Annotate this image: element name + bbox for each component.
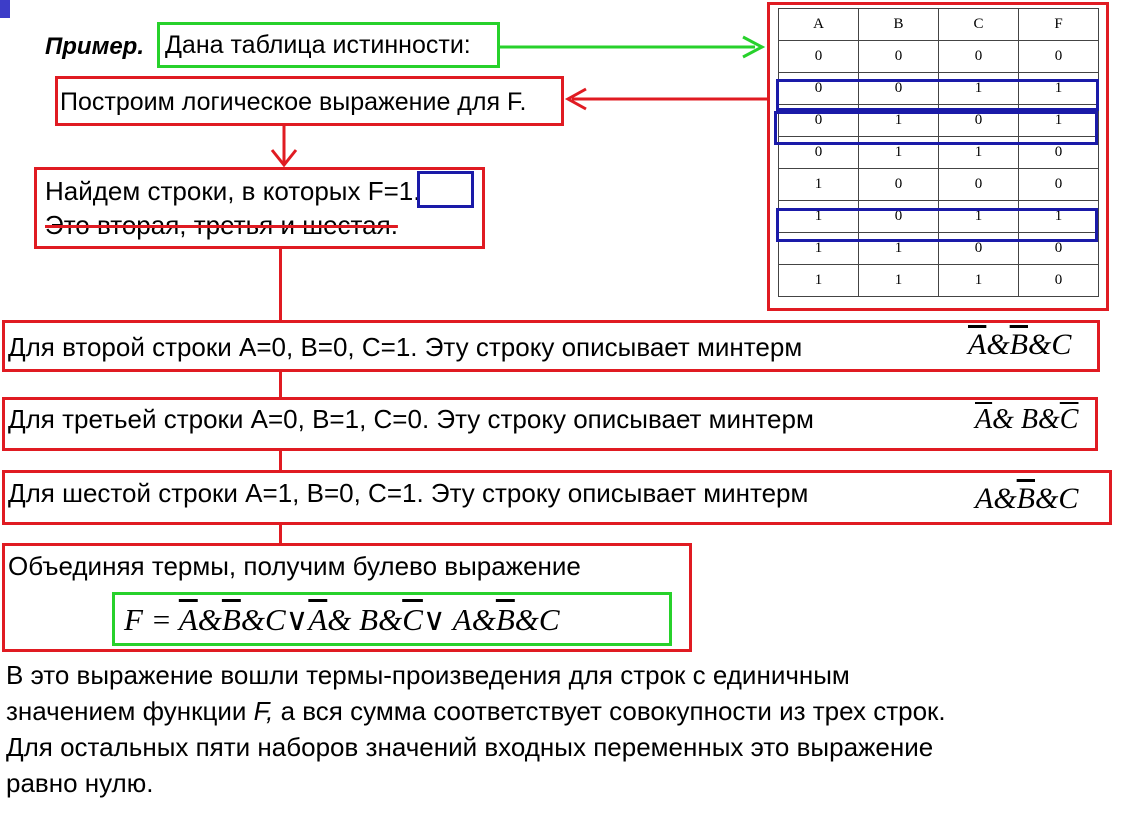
table-cell: 0 <box>1019 137 1099 169</box>
conclusion-line-1: В это выражение вошли термы-произведения для строк с единичным <box>6 660 850 690</box>
find-second-line: Это вторая, третья и шестая. <box>45 210 398 240</box>
connector-2 <box>279 371 282 398</box>
given-text: Дана таблица истинности: <box>165 31 471 59</box>
table-cell: 0 <box>779 41 859 73</box>
table-cell: 1 <box>1019 201 1099 233</box>
table-cell: 0 <box>779 137 859 169</box>
table-row <box>779 41 1099 73</box>
table-cell: 1 <box>939 73 1019 105</box>
connector-4 <box>279 524 282 544</box>
find-highlight: F=1 <box>367 176 414 206</box>
table-header-row <box>779 9 1099 41</box>
table-cell: 0 <box>859 169 939 201</box>
connector-3 <box>279 450 282 471</box>
header-b: B <box>859 9 939 41</box>
table-cell: 1 <box>939 137 1019 169</box>
find-prefix: Найдем строки, в которых <box>45 176 368 206</box>
conclusion-line-4: равно нулю. <box>6 768 154 798</box>
corner-marker <box>0 0 10 18</box>
table-row <box>779 265 1099 297</box>
build-text: Построим логическое выражение для F. <box>60 88 527 116</box>
table-cell: 1 <box>859 233 939 265</box>
minterm-sixth: $A\&\overline{B}\&C$ <box>975 482 1079 515</box>
example-label: Пример. <box>45 33 145 60</box>
table-cell: 1 <box>859 137 939 169</box>
table-cell: 0 <box>859 73 939 105</box>
arrow-from-table <box>564 84 770 114</box>
table-highlight-row-3 <box>774 111 1098 145</box>
table-cell: 1 <box>779 169 859 201</box>
table-cell: 1 <box>939 201 1019 233</box>
connector-1 <box>279 249 282 321</box>
truth-table <box>778 8 1099 297</box>
table-cell: 0 <box>1019 41 1099 73</box>
minterm-second: $\overline{A}\&\overline{B}\&C$ <box>968 328 1072 361</box>
conclusion-line-3: Для остальных пяти наборов значений входных переменных это выражение <box>6 732 934 762</box>
table-cell: 1 <box>859 265 939 297</box>
table-cell: 1 <box>939 265 1019 297</box>
find-line <box>45 176 420 206</box>
arrow-to-table <box>500 32 768 62</box>
table-cell: 1 <box>779 233 859 265</box>
table-cell: 0 <box>939 169 1019 201</box>
minterm-third: $\overline{A}\&$ $B\&\overline{C}$ <box>975 404 1079 435</box>
row-text-third: Для третьей строки A=0, B=1, C=0. Эту строку описывает минтерм <box>8 404 814 434</box>
arrow-down <box>267 125 301 170</box>
table-highlight-row-6 <box>776 208 1098 242</box>
find-suffix: . <box>413 176 421 206</box>
header-a: A <box>779 9 859 41</box>
table-highlight-row-2 <box>776 79 1099 111</box>
row-text-second: Для второй строки A=0, B=0, C=1. Эту строку описывает минтерм <box>8 332 803 362</box>
final-formula: $F = \overline{A}\&\overline{B}\&C\vee\overline{A}\&$ $B\&\overline{C}\vee$ $A\&\overline{B}\&C$ <box>124 602 560 637</box>
row-text-sixth: Для шестой строки A=1, B=0, C=1. Эту строку описывает минтерм <box>8 478 809 508</box>
conclusion-line-2: значением функции F, а вся сумма соответствует совокупности из трех строк. <box>6 696 946 726</box>
table-cell: 0 <box>939 41 1019 73</box>
header-f: F <box>1019 9 1099 41</box>
combine-text: Объединяя термы, получим булево выражение <box>8 551 581 581</box>
table-cell: 0 <box>1019 169 1099 201</box>
table-cell: 1 <box>779 201 859 233</box>
conclusion-paragraph <box>6 657 1126 801</box>
table-cell: 0 <box>939 105 1019 137</box>
header-c: C <box>939 9 1019 41</box>
table-row <box>779 169 1099 201</box>
table-cell: 0 <box>859 41 939 73</box>
table-cell: 0 <box>859 201 939 233</box>
table-cell: 0 <box>779 105 859 137</box>
table-cell: 0 <box>779 73 859 105</box>
table-cell: 0 <box>1019 265 1099 297</box>
f-equals-one-highlight <box>417 171 474 208</box>
table-cell: 0 <box>1019 233 1099 265</box>
table-cell: 0 <box>939 233 1019 265</box>
table-cell: 1 <box>779 265 859 297</box>
table-cell: 1 <box>1019 73 1099 105</box>
table-cell: 1 <box>859 105 939 137</box>
table-cell: 1 <box>1019 105 1099 137</box>
